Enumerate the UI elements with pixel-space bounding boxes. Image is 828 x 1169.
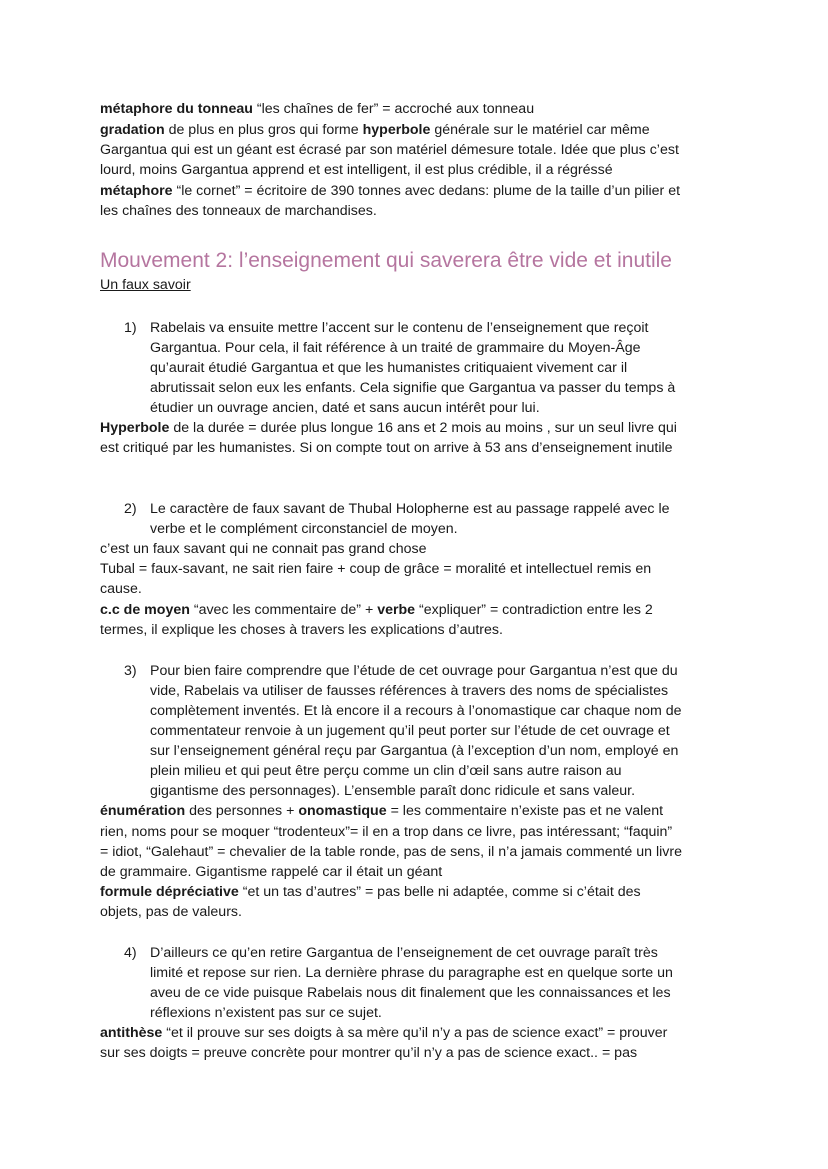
list-item-line: gigantisme des personnages). L’ensemble paraît donc ridicule et sans valeur. [150,783,636,799]
text: de plus en plus gros qui forme [164,122,363,138]
list-item-line: limité et repose sur rien. La dernière phrase du paragraphe est en quelque sorte un [150,965,673,981]
text-line: cause. [100,581,142,597]
text-line: sur ses doigts = preuve concrète pour montrer qu’il n’y a pas de science exact.. = pas [100,1045,638,1061]
term: hyperbole [362,122,431,138]
note-antithese [100,1023,667,1043]
text: = les commentaire n’existe pas et ne valent [386,803,664,819]
list-item-line: complètement inventés. Et là encore il a recours à l’onomastique car chaque nom de [150,703,682,719]
section-subheading: Un faux savoir [100,277,191,293]
list-item-line: D’ailleurs ce qu’en retire Gargantua de l’enseignement de cet ouvrage paraît très [150,945,658,961]
list-item-line: Gargantua. Pour cela, il fait référence à un traité de grammaire du Moyen-Âge [150,340,641,356]
text: “expliquer” = contradiction entre les 2 [415,602,653,618]
list-number: 3) [124,663,137,679]
term: métaphore [100,183,173,199]
text: générale sur le matériel car même [430,122,650,138]
text-line: est critiqué par les humanistes. Si on compte tout on arrive à 53 ans d’enseignement inutile [100,440,673,456]
section-heading: Mouvement 2: l’enseignement qui saverera être vide et inutile [100,249,672,272]
list-item-line: vide, Rabelais va utiliser de fausses références à travers des noms de spécialistes [150,683,669,699]
term: formule dépréciative [100,884,239,900]
text-line: = idiot, “Galehaut” = chevalier de la table ronde, pas de sens, il n’a jamais commenté un livre [100,844,682,860]
text-line: Tubal = faux-savant, ne sait rien faire + coup de grâce = moralité et intellectuel remis en [100,561,652,577]
list-item-line: étudier un ouvrage ancien, daté et sans aucun intérêt pour lui. [150,400,540,416]
note-metaphore-tonneau [100,99,534,119]
list-item-line: sur l’enseignement général reçu par Gargantua (à l’exception d’un nom, employé en [150,743,679,759]
text-line: rien, noms pour se moquer “trodenteux”= il en a trop dans ce livre, pas intéressant; “faquin” [100,824,673,840]
text-line: les chaînes des tonneaux de marchandises. [100,203,377,219]
list-number: 4) [124,945,137,961]
note-gradation [100,120,650,140]
list-item-line: qu’aurait étudié Gargantua et que les humanistes critiquaient vivement car il [150,360,628,376]
text: “avec les commentaire de” + [189,602,378,618]
text: de la durée = durée plus longue 16 ans et 2 mois au moins , sur un seul livre qui [169,420,677,436]
text-line: c’est un faux savant qui ne connait pas grand chose [100,541,427,557]
list-item-line: Le caractère de faux savant de Thubal Holopherne est au passage rappelé avec le [150,501,670,517]
note-formule-depreciative [100,882,641,902]
term: c.c de moyen [100,602,190,618]
term: verbe [377,602,416,618]
note-hyperbole [100,418,677,438]
term: gradation [100,122,165,138]
note-metaphore-cornet [100,181,680,201]
term: onomastique [298,803,387,819]
list-item-line: réflexions n’existent pas sur ce sujet. [150,1005,382,1021]
text-line: de grammaire. Gigantisme rappelé car il était un géant [100,864,443,880]
text: “et il prouve sur ses doigts à sa mère qu’il n’y a pas de science exact” = prouver [162,1025,668,1041]
list-item-line: aveu de ce vide puisque Rabelais nous dit finalement que les connaissances et les [150,985,671,1001]
text: “les chaînes de fer” = accroché aux tonneau [252,101,535,117]
text-line: termes, il explique les choses à travers les explications d’autres. [100,622,503,638]
list-number: 2) [124,501,137,517]
text-line: lourd, moins Gargantua apprend et est intelligent, il est plus crédible, il a régréssé [100,162,613,178]
text: “et un tas d’autres” = pas belle ni adaptée, comme si c’était des [238,884,641,900]
text-line: Gargantua qui est un géant est écrasé par son matériel démesure totale. Idée que plus c’est [100,142,679,158]
text-line: objets, pas de valeurs. [100,904,242,920]
text: des personnes + [185,803,299,819]
list-item-line: Pour bien faire comprendre que l’étude de cet ouvrage pour Gargantua n’est que du [150,663,678,679]
term: métaphore du tonneau [100,101,253,117]
list-item-line: verbe et le complément circonstanciel de moyen. [150,521,458,537]
list-item-line: plein milieu et qui peut être perçu comme un clin d’œil sans autre raison au [150,763,622,779]
list-number: 1) [124,320,137,336]
term: Hyperbole [100,420,170,436]
term: antithèse [100,1025,163,1041]
text: “le cornet” = écritoire de 390 tonnes avec dedans: plume de la taille d’un pilier et [172,183,681,199]
list-item-line: abrutissait selon eux les enfants. Cela signifie que Gargantua va passer du temps à [150,380,676,396]
note-enumeration [100,801,663,821]
list-item-line: commentateur renvoie à un jugement qu’il peut porter sur l’étude de cet ouvrage et [150,723,670,739]
note-cc-moyen [100,600,653,620]
list-item-line: Rabelais va ensuite mettre l’accent sur le contenu de l’enseignement que reçoit [150,320,649,336]
term: énumération [100,803,186,819]
